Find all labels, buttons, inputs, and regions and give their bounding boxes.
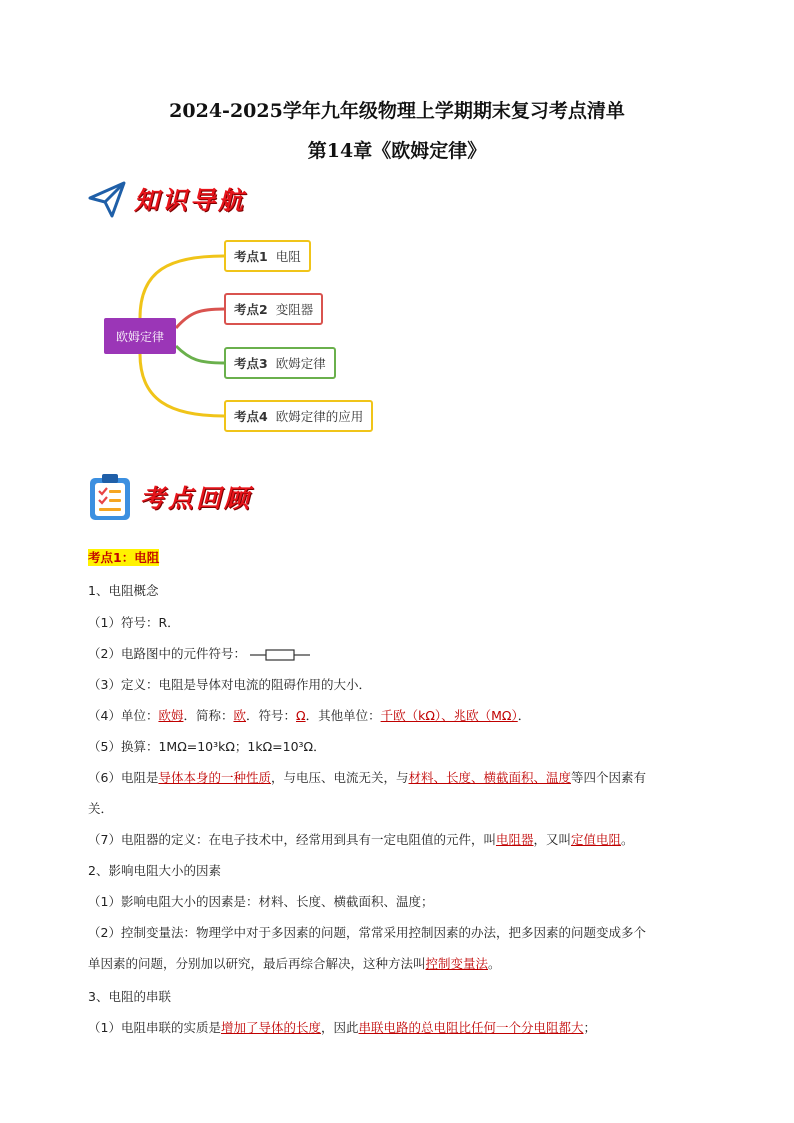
answer-span: 串联电路的总电阻比任何一个分电阻都大 — [358, 1020, 584, 1035]
text-line — [88, 831, 634, 849]
text-line: 关． — [88, 801, 114, 816]
text-span: （1）电阻串联的实质是 — [88, 1020, 221, 1035]
text-span: （7）电阻器的定义：在电子技术中，经常用到具有一定电阻值的元件，叫 — [88, 832, 496, 847]
text-line — [88, 769, 646, 787]
text-span: 。 — [488, 956, 501, 971]
text-line: （5）换算：1MΩ=10³kΩ；1kΩ=10³Ω． — [88, 739, 326, 754]
mindmap-node-label: 电阻 — [275, 249, 301, 264]
text-span: ，因此 — [320, 1020, 359, 1035]
text-span: ．符号： — [246, 708, 297, 723]
text-span: ； — [583, 1020, 597, 1035]
text-span: ，与电压、电流无关，与 — [270, 770, 409, 785]
text-span: ．其他单位： — [305, 708, 381, 723]
text-line — [88, 645, 310, 663]
answer-span: 电阻器 — [495, 832, 534, 847]
text-span: ，又叫 — [533, 832, 571, 847]
point1-heading — [88, 549, 159, 567]
answer-span: 导体本身的一种性质 — [158, 770, 271, 785]
text-span: 。 — [621, 832, 634, 847]
answer-span: 定值电阻 — [571, 832, 622, 847]
mindmap-node-tag: 考点1 — [234, 249, 268, 264]
text-span: （4）单位： — [88, 708, 159, 723]
text-span: 单因素的问题，分别加以研究，最后再综合解决，这种方法叫 — [88, 956, 426, 971]
document-title: 2024-2025学年九年级物理上学期期末复习考点清单 — [169, 100, 625, 122]
text-span: 等四个因素有 — [571, 770, 647, 785]
text-line: （1）影响电阻大小的因素是：材料、长度、横截面积、温度； — [88, 894, 434, 909]
review-section-title: 考点回顾 — [140, 484, 253, 513]
text-line: （1）符号：R． — [88, 615, 180, 630]
mindmap-node-tag: 考点4 — [234, 409, 268, 424]
subheading-3: 3、电阻的串联 — [88, 989, 171, 1004]
mindmap-node-tag: 考点3 — [234, 356, 268, 371]
subheading-2: 2、影响电阻大小的因素 — [88, 863, 221, 878]
text-line — [88, 955, 501, 973]
mindmap-node-4 — [224, 400, 373, 432]
review-section-header — [88, 472, 252, 522]
nav-section-title: 知识导航 — [134, 186, 247, 215]
mindmap-node-label: 欧姆定律的应用 — [275, 409, 364, 424]
answer-span: Ω — [296, 708, 306, 723]
resistor-symbol-icon — [250, 649, 310, 661]
mindmap-root: 欧姆定律 — [104, 318, 176, 354]
mindmap-node-label: 欧姆定律 — [275, 356, 326, 371]
text-line: （3）定义：电阻是导体对电流的阻碍作用的大小． — [88, 677, 371, 692]
text-span: （6）电阻是 — [88, 770, 159, 785]
point1-heading-text: 考点1：电阻 — [88, 550, 160, 565]
text-line — [88, 707, 530, 725]
text-line: （2）控制变量法：物理学中对于多因素的问题，常常采用控制因素的办法，把多因素的问题变成多个 — [88, 925, 646, 940]
mindmap-node-label: 变阻器 — [275, 302, 314, 317]
answer-span: 材料、长度、横截面积、温度 — [408, 770, 571, 785]
mindmap-node-2 — [224, 293, 323, 325]
text-span: （2）电路图中的元件符号： — [88, 646, 246, 661]
answer-span: 千欧（kΩ）、兆欧（MΩ） — [380, 708, 518, 723]
mindmap-connectors — [0, 0, 794, 460]
mindmap-node-1 — [224, 240, 311, 272]
mindmap-node-3 — [224, 347, 336, 379]
text-line — [88, 1019, 596, 1037]
answer-span: 欧姆 — [158, 708, 184, 723]
answer-span: 欧 — [233, 708, 246, 723]
subheading-1: 1、电阻概念 — [88, 583, 159, 598]
mindmap-node-tag: 考点2 — [234, 302, 268, 317]
clipboard-checklist-icon — [88, 472, 132, 522]
answer-span: 增加了导体的长度 — [220, 1020, 321, 1035]
answer-span: 控制变量法 — [425, 956, 489, 971]
text-span: ．简称： — [183, 708, 234, 723]
chapter-title: 第14章《欧姆定律》 — [307, 140, 487, 162]
text-span: ． — [517, 708, 531, 723]
